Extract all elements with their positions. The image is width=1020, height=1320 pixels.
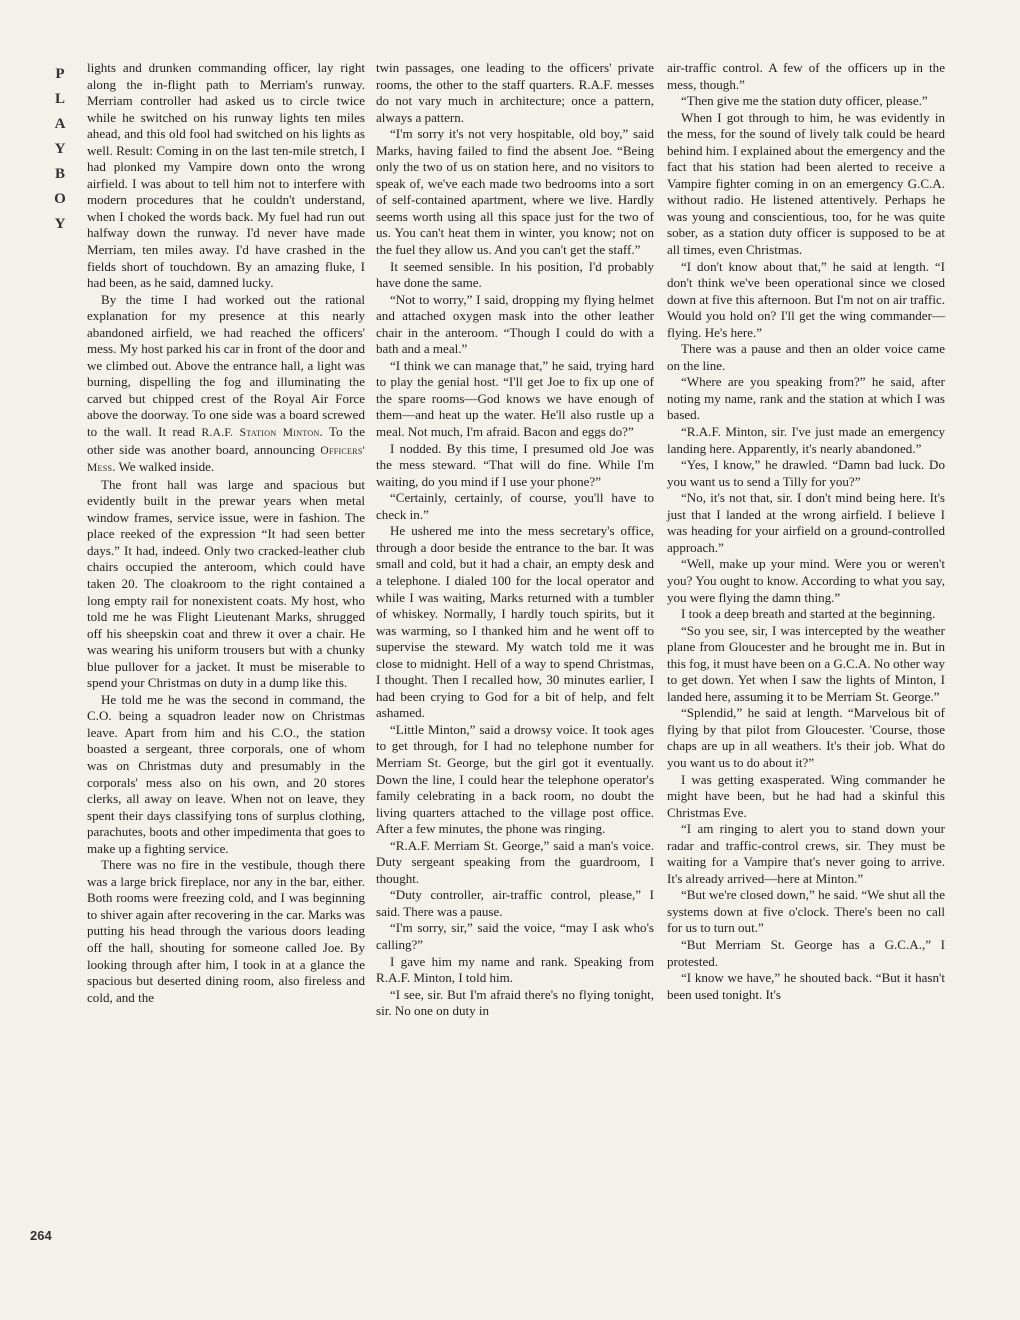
masthead-letter: O [54,191,66,207]
paragraph-text: “Yes, I know,” he drawled. “Damn bad luck. Do you want us to send a Tilly for you?” [667,457,945,489]
paragraph-text: There was a pause and then an older voice came on the line. [667,341,945,373]
paragraph-text: He told me he was the second in command, the C.O. being a squadron leader now on Christmas leave. Apart from him and his C.O., the station boasted a sergeant, three corporals, one of whom was on Christmas duty and presumably in the corporals' mess also on his own, and 20 stores clerks, all away on leave. When not on leave, they spent their days classifying tons of surplus clothing, parachutes, boots and other impedimenta that goes to make up a fighting service. [87,691,365,856]
paragraph-text: “I think we can manage that,” he said, trying hard to play the genial host. “I'll get Joe to fix up one of the spare rooms—God knows we have enough of them—and heat up the water. He'll also rustle up a meal. Not much, I'm afraid. Bacon and eggs do?” [376,357,654,440]
paragraph-text: “So you see, sir, I was intercepted by the weather plane from Gloucester and he brought me in. But in this fog, it must have been on a G.C.A. No other way to get down. Yet when I saw the lights of Minton, I landed here, assuming it to be Merriam St. George.” [667,622,945,704]
sign-text: R.A.F. Station Minton [201,427,320,440]
paragraph-text: “Where are you speaking from?” he said, after noting my name, rank and the station at which I was based. [667,374,945,423]
paragraph [667,374,945,424]
paragraph [87,292,365,477]
paragraph-text: “Duty controller, air-traffic control, please,” I said. There was a pause. [376,887,654,919]
paragraph [376,292,654,358]
paragraph [376,358,654,441]
paragraph-text: “Not to worry,” I said, dropping my flying helmet and attached oxygen mask into the other leather chair in the anteroom. “Though I could do with a bath and a meal.” [376,291,654,357]
masthead-letter: P [55,66,65,82]
paragraph [376,954,654,987]
paragraph [667,93,945,110]
paragraph-text: “No, it's not that, sir. I don't mind being here. It's just that I landed at the wrong airfield. I believe I was heading for your airfield on a ground-controlled approach.” [667,490,945,555]
paragraph [376,490,654,523]
paragraph [667,606,945,623]
masthead-letter: L [54,91,65,107]
text-column-3 [667,60,945,1003]
paragraph-text: “Then give me the station duty officer, please.” [681,93,928,109]
paragraph-text: I gave him my name and rank. Speaking from R.A.F. Minton, I told him. [376,953,654,986]
masthead-letter: Y [54,216,66,232]
paragraph-text: “I'm sorry, sir,” said the voice, “may I ask who's calling?” [376,920,654,952]
paragraph-text: twin passages, one leading to the officers' private rooms, the other to the staff quarters. R.A.F. messes do not vary much in architecture; once a pattern, always a pattern. [376,60,654,125]
paragraph [376,60,654,126]
paragraph [667,623,945,706]
paragraph-text: The front hall was large and spacious but evidently built in the prewar years when metal window frames, service issue, were in fashion. The place reeked of the expression “It had seen better days.” It had, indeed. Only two cracked-leather club chairs occupied the anteroom, which could have taken 20. The cloakroom to the right contained a long empty rail for nonexistent coats. My host, who told me he was Flight Lieutenant Marks, shrugged off his sheepskin coat and threw it over a chair. He was wearing his uniform trousers but with a chunky blue pullover for a jacket. It must be miserable to spend your Christmas on duty in a dump like this. [87,476,365,691]
paragraph-text: There was no fire in the vestibule, though there was a large brick fireplace, nor any in the bar, either. Both rooms were freezing cold, and I was beginning to shiver again after recovering in the car. Marks was putting his head through the various doors leading off the hall, shouting for someone called Joe. By looking through after him, I took in at a glance the spacious but deserted dining room, also fireless and cold, and the [87,857,365,1005]
paragraph-text: By the time I had worked out the rational explanation for my presence at this nearly abandoned airfield, we had reached the officers' mess. My host parked his car in front of the door and we climbed out. Above the entrance hall, a light was burning, dispelling the fog and illuminating the carved but chipped crest of the Royal Air Force above the doorway. To one side was a board screwed to the wall. It read [87,291,365,440]
paragraph [376,126,654,258]
paragraph [376,259,654,292]
sign-text: Officers' Mess [87,444,365,475]
paragraph [87,857,365,1006]
paragraph [667,937,945,970]
paragraph-text: “But we're closed down,” he said. “We shut all the systems down at five o'clock. There's been no call for us to turn out.” [667,887,945,936]
paragraph [667,772,945,822]
paragraph [667,970,945,1003]
paragraph [667,887,945,937]
paragraph-text: “I am ringing to alert you to stand down your radar and traffic-control crews, sir. They must be waiting for a Vampire that's never going to arrive. It's already arrived—here at Minton.” [667,821,945,886]
paragraph [87,60,365,292]
paragraph-text: I was getting exasperated. Wing commander he might have been, but he had had a skinful this Christmas Eve. [667,771,945,820]
page-number: 264 [30,1228,52,1243]
paragraph-text: . We walked inside. [112,459,215,475]
paragraph [667,556,945,606]
text-column-1 [87,60,365,1006]
paragraph-text: “R.A.F. Merriam St. George,” said a man's voice. Duty sergeant speaking from the guardroom, I thought. [376,837,654,886]
paragraph [376,987,654,1020]
paragraph-text: When I got through to him, he was evidently in the mess, for the sound of lively talk could be heard behind him. I explained about the emergency and the fact that his station had been alerted to receive a Vampire fighter coming in on an emergency G.C.A. without radio. He listened attentively. Perhaps he was young and conscientious, too, for he was quite sober, as a station duty officer is supposed to be at all times, even Christmas. [667,109,945,258]
paragraph-text: He ushered me into the mess secretary's office, through a door beside the entrance to the bar. It was small and cold, but it had a chair, an empty desk and a telephone. I dialed 100 for the local operator and while I was waiting, Marks returned with a tumbler of whiskey. Normally, I hardly touch spirits, but it was warming, so I thanked him and he went off to supervise the steward. My watch told me it was close to midnight. Hell of a way to spend Christmas, I thought. Then I recalled how, 30 minutes earlier, I had been crying to God for a bit of help, and felt ashamed. [376,523,654,721]
paragraph-text: I nodded. By this time, I presumed old Joe was the mess steward. “That will do fine. While I'm waiting, do you mind if I use your phone?” [376,440,654,489]
paragraph [667,821,945,887]
paragraph-text: “Well, make up your mind. Were you or weren't you? You ought to know. According to what you say, you were flying the damn thing.” [667,556,945,605]
paragraph-text: “I don't know about that,” he said at length. “I don't think we've been operational since we closed down at five this afternoon. But I'm not on air traffic. Would you hold on? I'll get the wing commander—flying. He's here.” [667,258,945,340]
paragraph [376,887,654,920]
paragraph-text: “I know we have,” he shouted back. “But it hasn't been used tonight. It's [667,970,945,1002]
paragraph [667,259,945,342]
paragraph [376,523,654,722]
masthead-letter: B [54,166,65,182]
paragraph [667,110,945,259]
masthead [50,62,70,237]
paragraph [376,838,654,888]
paragraph-text: . To the other side was another board, announcing [87,424,365,457]
paragraph [376,920,654,953]
text-column-2 [376,60,654,1020]
paragraph-text: air-traffic control. A few of the officers up in the mess, though.” [667,60,945,92]
paragraph-text: “I see, sir. But I'm afraid there's no flying tonight, sir. No one on duty in [376,986,654,1019]
paragraph [87,477,365,692]
paragraph-text: “But Merriam St. George has a G.C.A.,” I protested. [667,936,945,969]
paragraph-text: It seemed sensible. In his position, I'd probably have done the same. [376,258,654,291]
paragraph [667,705,945,771]
paragraph [376,722,654,838]
paragraph [376,441,654,491]
paragraph [667,341,945,374]
masthead-letter: A [54,116,66,132]
paragraph [87,692,365,857]
paragraph [667,60,945,93]
paragraph-text: “Little Minton,” said a drowsy voice. It took ages to get through, for I had no telephone number for Merriam St. George, but the girl got it eventually. Down the line, I could hear the telephone operator's family celebrating in a back room, no doubt the living quarters attached to the village post office. After a few minutes, the phone was ringing. [376,721,654,837]
paragraph [667,457,945,490]
paragraph-text: “I'm sorry it's not very hospitable, old boy,” said Marks, having failed to find the absent Joe. “Being only the two of us on station here, and no visitors to speak of, we've each made two bedrooms into a sort of self-contained apartment, where we live. Hardly seems worth using all this space just for the two of us. You can't heat them in winter, you know; not on the fuel they allow us. And you can't get the staff.” [376,126,654,258]
paragraph-text: I took a deep breath and started at the beginning. [681,606,936,622]
paragraph-text: lights and drunken commanding officer, lay right along the in-flight path to Merriam's runway. Merriam controller had asked us to circle twice while he switched on his runway lights ten miles ahead, and this old fool had switched on his lights as well. Result: Coming in on the last ten-mile stretch, I had plonked my Vampire down onto the wrong airfield. I was about to tell him not to interfere with modern procedures that he couldn't understand, when I choked the words back. My fuel had run out halfway down the runway. I'd never have made Merriam, ten miles away. I'd have crashed in the fields short of touchdown. By an amazing fluke, I had been, as he said, damned lucky. [87,60,365,291]
masthead-letter: Y [54,141,66,157]
paragraph [667,490,945,556]
paragraph-text: “Splendid,” he said at length. “Marvelous bit of flying by that pilot from Gloucester. 'Course, those chaps are up in all weathers. It's their job. What do you want us to do about it?” [667,705,945,770]
paragraph-text: “Certainly, certainly, of course, you'll have to check in.” [376,490,654,522]
paragraph-text: “R.A.F. Minton, sir. I've just made an emergency landing here. Apparently, it's nearly abandoned.” [667,424,945,456]
paragraph [667,424,945,457]
